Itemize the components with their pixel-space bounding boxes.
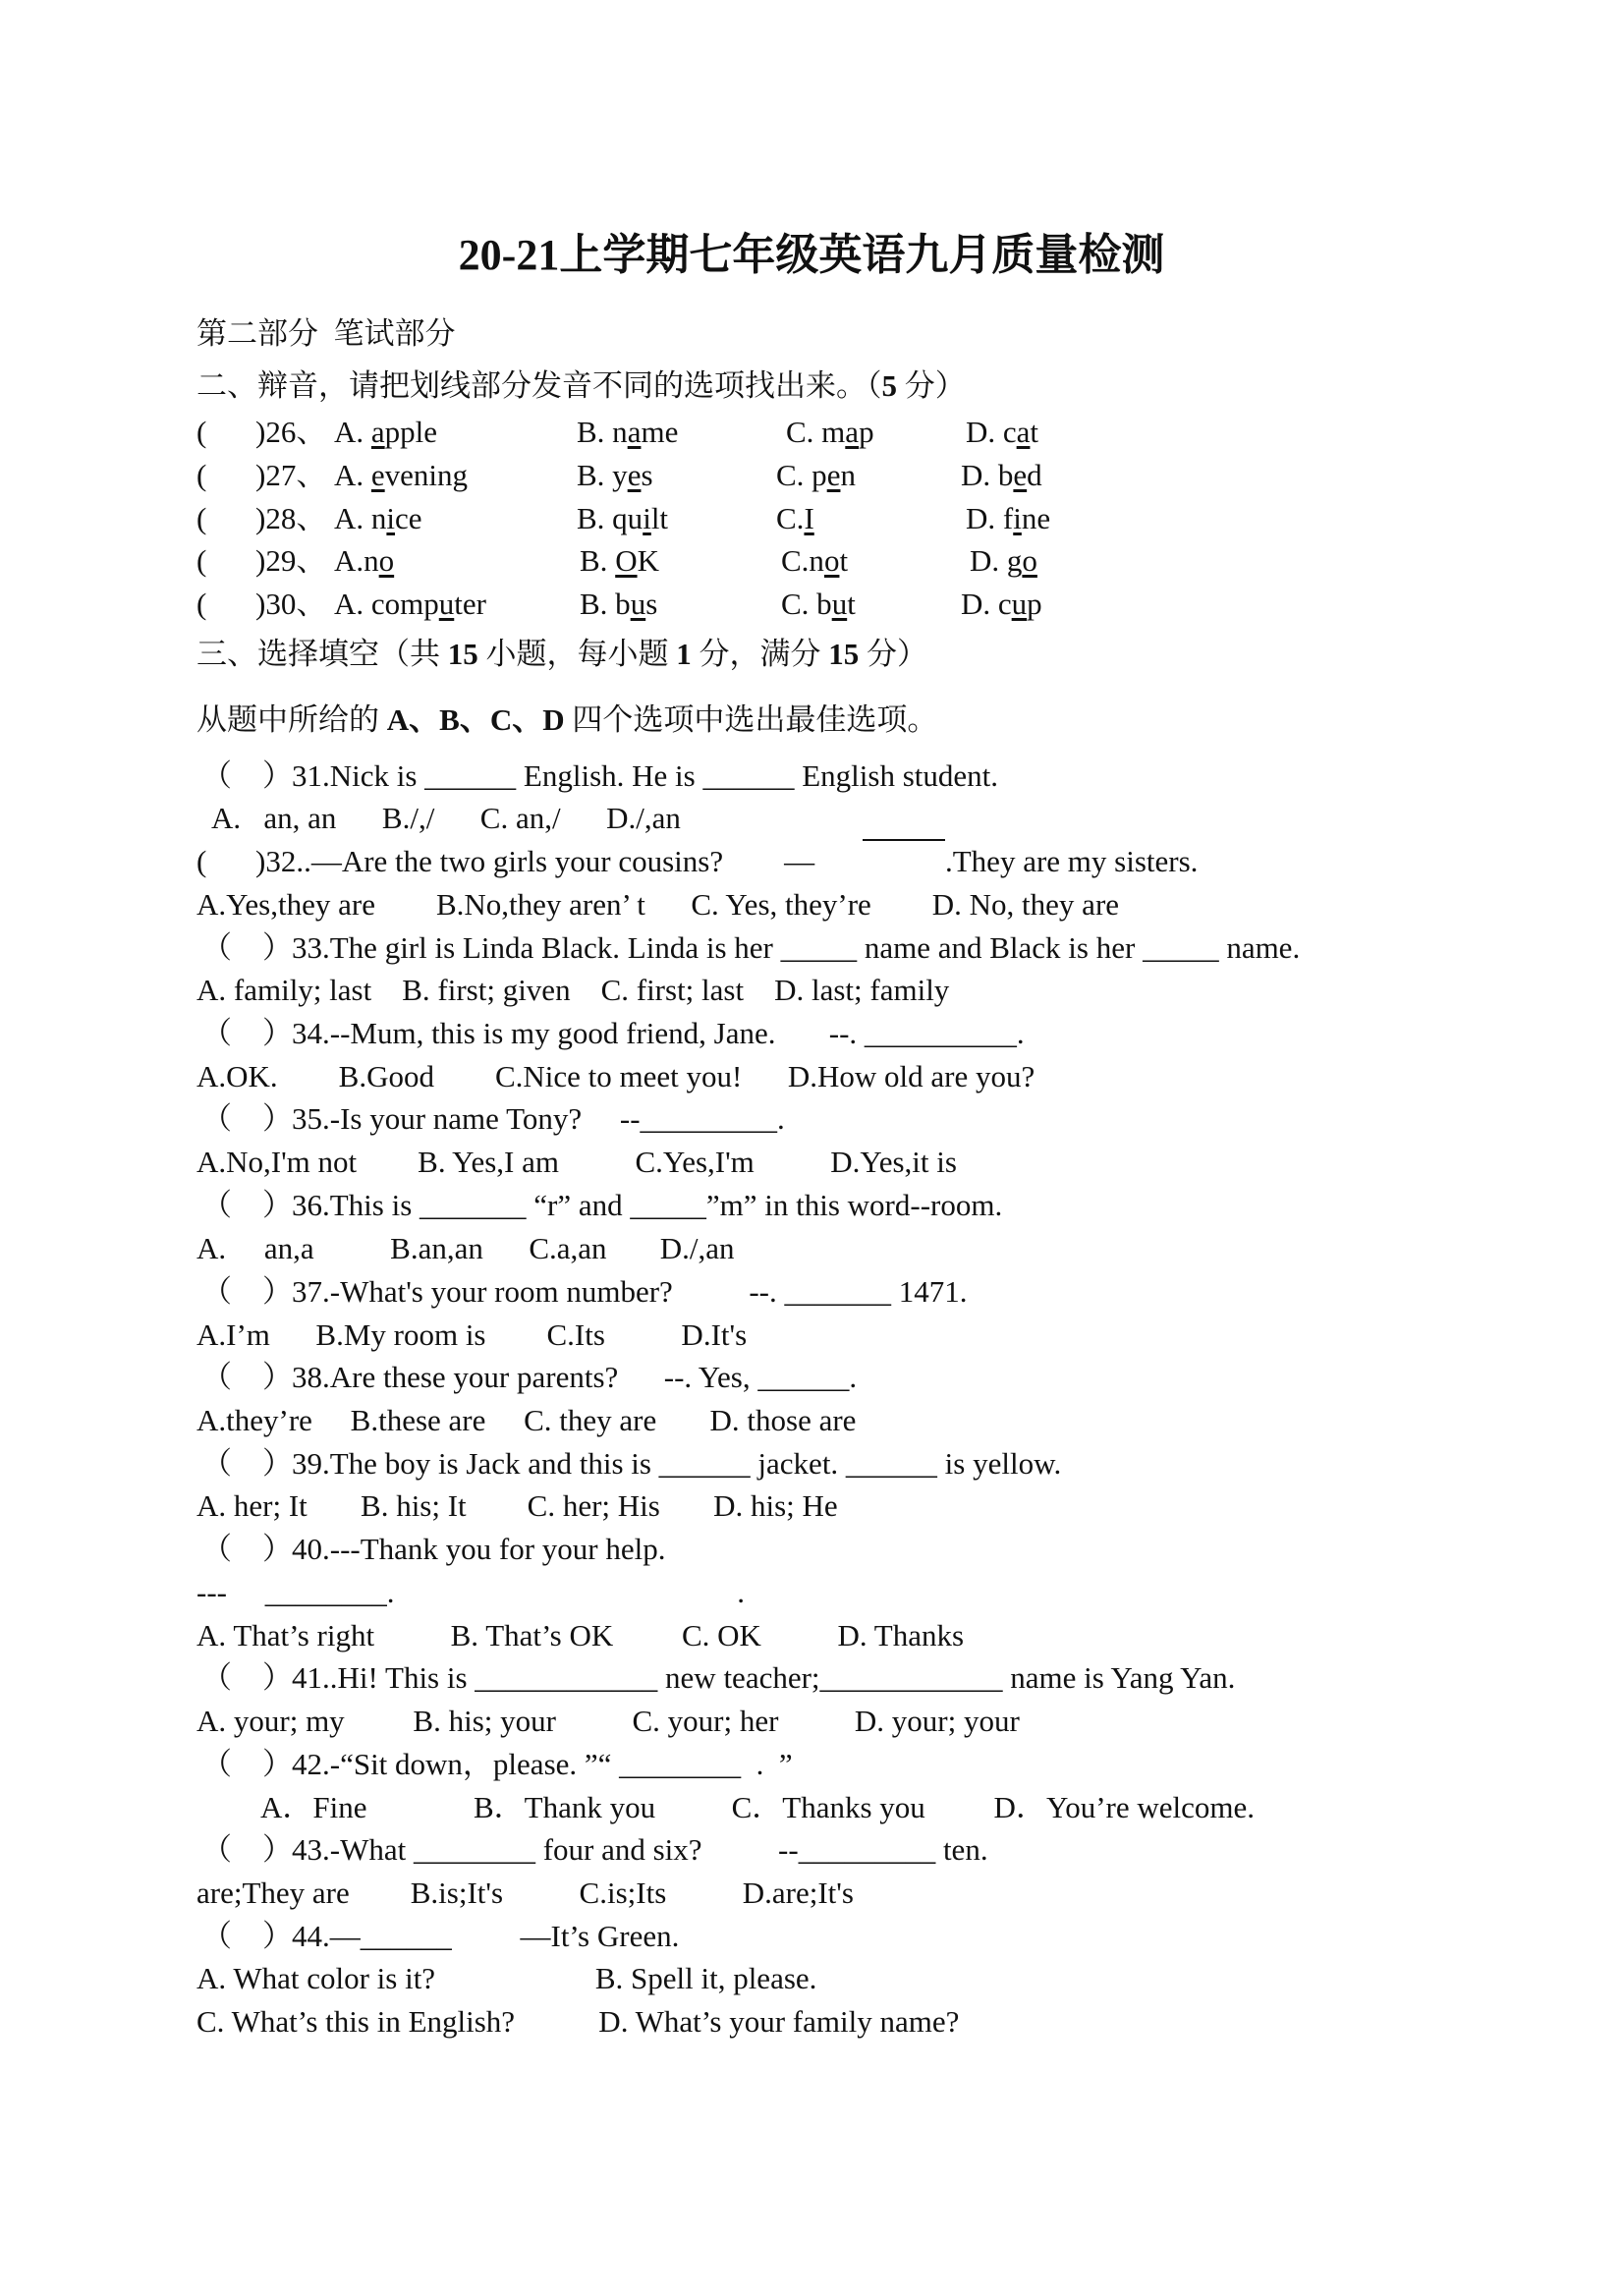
section3-text-3: 分，满分 bbox=[691, 637, 829, 671]
option-a[interactable] bbox=[334, 415, 437, 450]
answer-bracket[interactable]: ( bbox=[196, 458, 207, 492]
option-d-pre: D. g bbox=[970, 543, 1023, 578]
option-d-post: t bbox=[1030, 415, 1039, 449]
options-41: A. your; my B. his; your C. your; her D. your; your bbox=[196, 1704, 1020, 1738]
question-42: 42.-“Sit down，please. ”“ ________ . ” bbox=[292, 1747, 793, 1781]
question-number: )26、 bbox=[255, 415, 327, 449]
option-b[interactable] bbox=[577, 501, 668, 536]
answer-bracket[interactable]: （ ） bbox=[201, 1660, 293, 1695]
question-36: 36.This is _______ “r” and _____”m” in this word--room. bbox=[292, 1188, 1003, 1222]
option-a-ul: a bbox=[370, 415, 385, 449]
option-a-post: vening bbox=[384, 458, 469, 492]
option-a-pre: A. comp bbox=[334, 587, 439, 621]
option-b-pre: B. qu bbox=[577, 501, 644, 535]
question-39: 39.The boy is Jack and this is ______ jacket. ______ is yellow. bbox=[292, 1446, 1062, 1481]
option-d-pre: D. b bbox=[961, 458, 1014, 492]
option-c[interactable] bbox=[786, 415, 874, 450]
options-36: A. an,a B.an,an C.a,an D./,an bbox=[196, 1231, 735, 1265]
answer-bracket[interactable]: ( bbox=[196, 415, 207, 449]
question-number: )30、 bbox=[255, 587, 327, 621]
option-d-ul: a bbox=[1016, 415, 1031, 449]
question-43: 43.-What ________ four and six? --_________ ten. bbox=[292, 1832, 988, 1867]
option-d-post: ne bbox=[1021, 501, 1051, 535]
option-b[interactable] bbox=[577, 415, 678, 450]
option-c-ul: e bbox=[826, 458, 841, 492]
option-c-pre: C. p bbox=[776, 458, 827, 492]
question-34: 34.--Mum, this is my good friend, Jane. --. __________. bbox=[292, 1016, 1025, 1050]
answer-bracket[interactable]: （ ） bbox=[201, 1919, 293, 1953]
options-38: A.they’re B.these are C. they are D. those are bbox=[196, 1403, 857, 1437]
option-a-post: pple bbox=[384, 415, 438, 449]
option-d[interactable] bbox=[966, 501, 1050, 536]
option-c-post: t bbox=[839, 543, 849, 578]
option-a-ul: u bbox=[438, 587, 455, 621]
section3-points-each: 1 bbox=[676, 637, 692, 671]
option-d[interactable] bbox=[970, 543, 1037, 579]
option-c-ul: I bbox=[804, 501, 814, 535]
option-d[interactable] bbox=[966, 415, 1038, 450]
option-b-pre: B. bbox=[580, 543, 616, 578]
section3-text-1: 三、选择填空（共 bbox=[196, 637, 448, 671]
question-32: )32..—Are the two girls your cousins? — bbox=[255, 844, 815, 878]
section3-total: 15 bbox=[828, 637, 860, 671]
option-d-ul: i bbox=[1013, 501, 1022, 535]
option-c-ul: a bbox=[845, 415, 860, 449]
option-c-pre: C. bbox=[776, 501, 805, 535]
option-b-post: lt bbox=[650, 501, 669, 535]
option-b-ul: i bbox=[643, 501, 651, 535]
answer-bracket[interactable]: ( bbox=[196, 587, 207, 621]
answer-bracket[interactable]: （ ） bbox=[201, 758, 293, 793]
options-37: A.I’m B.My room is C.Its D.It's bbox=[196, 1317, 748, 1352]
question-40: 40.---Thank you for your help. bbox=[292, 1532, 666, 1566]
options-43: are;They are B.is;It's C.is;Its D.are;It's bbox=[196, 1876, 854, 1910]
options-32: A.Yes,they are B.No,they aren’ t C. Yes, they’re D. No, they are bbox=[196, 887, 1120, 922]
answer-bracket[interactable]: ( bbox=[196, 543, 207, 578]
option-a-ul: i bbox=[386, 501, 396, 535]
option-b[interactable] bbox=[580, 543, 659, 579]
option-b[interactable] bbox=[580, 587, 657, 622]
answer-bracket[interactable]: （ ） bbox=[201, 1360, 293, 1394]
option-d-ul: u bbox=[1011, 587, 1028, 621]
section2-heading bbox=[196, 368, 966, 404]
answer-bracket[interactable]: ( bbox=[196, 501, 207, 535]
question-38: 38.Are these your parents? --. Yes, ______. bbox=[292, 1360, 858, 1394]
option-b-post: s bbox=[641, 458, 653, 492]
option-a[interactable] bbox=[334, 543, 394, 579]
option-d-ul: e bbox=[1013, 458, 1028, 492]
instruction bbox=[196, 702, 937, 738]
option-c[interactable] bbox=[781, 587, 856, 622]
option-d-pre: D. c bbox=[961, 587, 1012, 621]
option-a-pre: A.n bbox=[334, 543, 379, 578]
section3-count: 15 bbox=[447, 637, 478, 671]
option-a-post: ter bbox=[454, 587, 486, 621]
options-40: A. That’s right B. That’s OK C. OK D. Thanks bbox=[196, 1618, 965, 1652]
instruction-letters: A、B、C、D bbox=[386, 702, 565, 737]
question-number: )27、 bbox=[255, 458, 327, 492]
option-b-post: me bbox=[641, 415, 679, 449]
option-b-post: s bbox=[645, 587, 658, 621]
options-31: A. an, an B./,/ C. an,/ D./,an bbox=[211, 801, 681, 835]
option-d-ul: o bbox=[1022, 543, 1037, 578]
option-b-ul: e bbox=[627, 458, 642, 492]
option-c-pre: C.n bbox=[781, 543, 824, 578]
options-33: A. family; last B. first; given C. first; last D. last; family bbox=[196, 973, 950, 1007]
part-heading: 第二部分 笔试部分 bbox=[196, 316, 456, 351]
section2-unit: 分） bbox=[897, 368, 966, 403]
question-33: 33.The girl is Linda Black. Linda is her _____ name and Black is her _____ name. bbox=[292, 930, 1301, 965]
option-d-pre: D. f bbox=[966, 501, 1014, 535]
answer-bracket[interactable]: （ ） bbox=[201, 1188, 293, 1222]
option-c-ul: u bbox=[831, 587, 848, 621]
option-b-pre: B. n bbox=[577, 415, 628, 449]
option-a-ul: o bbox=[378, 543, 395, 578]
question-32-end: .They are my sisters. bbox=[945, 844, 1199, 878]
option-b-post: K bbox=[637, 543, 659, 578]
answer-bracket[interactable]: （ ） bbox=[201, 1446, 293, 1481]
option-c[interactable] bbox=[776, 501, 814, 536]
option-a-pre: A. bbox=[334, 415, 371, 449]
blank-32[interactable] bbox=[863, 839, 945, 841]
page-title: 20-21上学期七年级英语九月质量检测 bbox=[458, 231, 1165, 279]
instruction-text-1: 从题中所给的 bbox=[196, 702, 387, 737]
answer-bracket[interactable]: （ ） bbox=[201, 1101, 293, 1136]
options-42: A．Fine B．Thank you C．Thanks you D．You’re welcome. bbox=[260, 1790, 1256, 1824]
option-a-ul: e bbox=[370, 458, 385, 492]
question-number: )28、 bbox=[255, 501, 327, 535]
answer-bracket[interactable]: （ ） bbox=[201, 1747, 293, 1781]
instruction-text-2: 四个选项中选出最佳选项。 bbox=[564, 702, 938, 737]
question-44: 44.—______ —It’s Green. bbox=[292, 1919, 680, 1953]
answer-bracket[interactable]: （ ） bbox=[201, 930, 293, 965]
option-a-pre: A. n bbox=[334, 501, 387, 535]
option-b-ul: O bbox=[615, 543, 638, 578]
question-41: 41..Hi! This is ____________ new teacher;____________ name is Yang Yan. bbox=[292, 1660, 1236, 1695]
option-b-ul: u bbox=[630, 587, 646, 621]
option-b-ul: a bbox=[627, 415, 642, 449]
options-44-row1: A. What color is it? B. Spell it, please. bbox=[196, 1961, 817, 1995]
option-d[interactable] bbox=[961, 587, 1042, 622]
option-c-post: t bbox=[847, 587, 856, 621]
option-d-pre: D. c bbox=[966, 415, 1017, 449]
option-b-pre: B. b bbox=[580, 587, 631, 621]
option-c-ul: o bbox=[823, 543, 840, 578]
answer-bracket[interactable]: （ ） bbox=[201, 1832, 293, 1867]
option-c-post: n bbox=[840, 458, 856, 492]
option-a[interactable] bbox=[334, 458, 468, 493]
question-35: 35.-Is your name Tony? --_________. bbox=[292, 1101, 785, 1136]
answer-bracket[interactable]: （ ） bbox=[201, 1532, 293, 1566]
question-number: )29、 bbox=[255, 543, 327, 578]
section3-text-4: 分） bbox=[859, 637, 927, 671]
section3-text-2: 小题，每小题 bbox=[477, 637, 677, 671]
answer-bracket[interactable]: （ ） bbox=[201, 1274, 293, 1309]
option-c-pre: C. b bbox=[781, 587, 832, 621]
option-c[interactable] bbox=[781, 543, 848, 579]
option-d[interactable] bbox=[961, 458, 1042, 493]
answer-bracket[interactable]: ( bbox=[196, 844, 207, 878]
options-35: A.No,I'm not B. Yes,I am C.Yes,I'm D.Yes,it is bbox=[196, 1145, 957, 1179]
options-39: A. her; It B. his; It C. her; His D. his; He bbox=[196, 1488, 838, 1523]
option-c-pre: C. m bbox=[786, 415, 846, 449]
option-c[interactable] bbox=[776, 458, 856, 493]
options-34: A.OK. B.Good C.Nice to meet you! D.How old are you? bbox=[196, 1059, 1035, 1093]
answer-bracket[interactable]: （ ） bbox=[201, 1016, 293, 1050]
option-a[interactable] bbox=[334, 587, 486, 622]
option-d-post: p bbox=[1027, 587, 1042, 621]
option-a-post: ce bbox=[395, 501, 422, 535]
question-37: 37.-What's your room number? --. _______ 1471. bbox=[292, 1274, 968, 1309]
option-a[interactable] bbox=[334, 501, 422, 536]
section3-heading bbox=[196, 637, 927, 672]
section2-text: 二、辩音，请把划线部分发音不同的选项找出来。（ bbox=[196, 368, 882, 403]
question-40-reply: --- ________. . bbox=[196, 1575, 745, 1609]
section2-score: 5 bbox=[881, 368, 897, 403]
option-b[interactable] bbox=[577, 458, 653, 493]
option-b-pre: B. y bbox=[577, 458, 628, 492]
option-c-post: p bbox=[859, 415, 874, 449]
options-44-row2: C. What’s this in English? D. What’s your family name? bbox=[196, 2004, 960, 2039]
question-31: 31.Nick is ______ English. He is ______ English student. bbox=[292, 758, 999, 793]
option-d-post: d bbox=[1027, 458, 1042, 492]
option-a-pre: A. bbox=[334, 458, 371, 492]
